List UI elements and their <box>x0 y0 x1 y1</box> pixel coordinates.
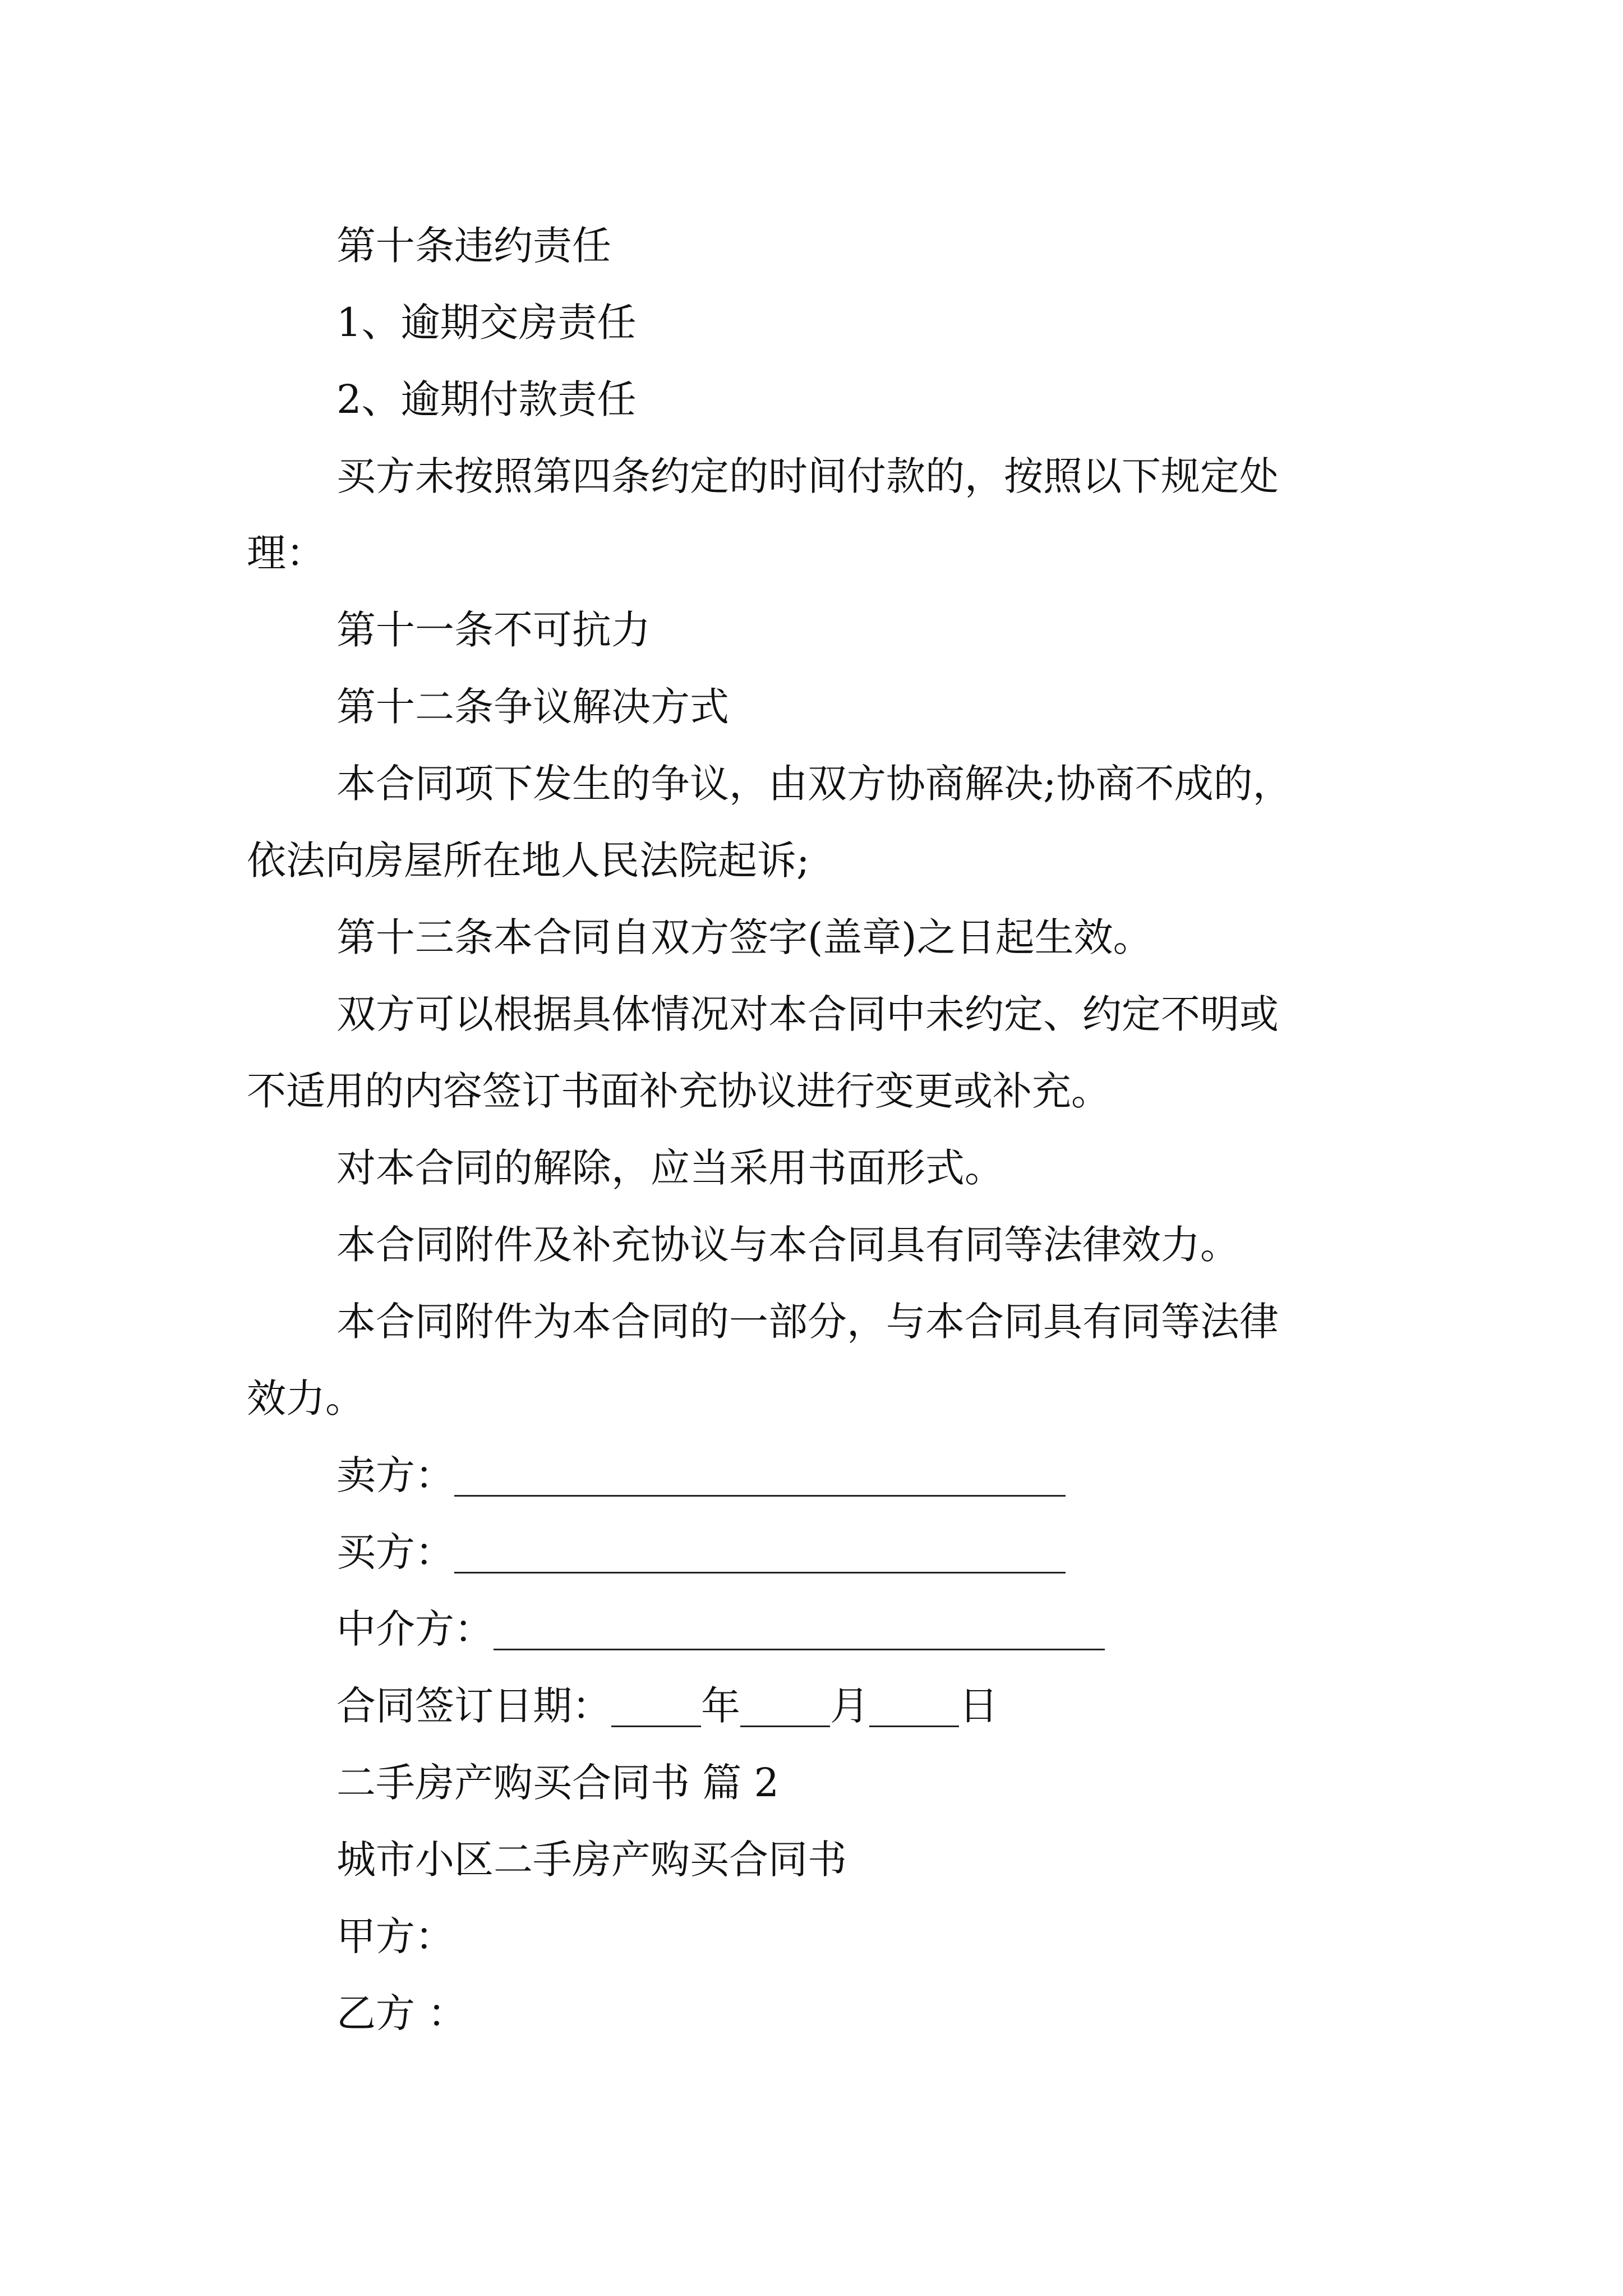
seller-signature-row <box>247 1437 1424 1514</box>
seller-label: 卖方： <box>336 1452 454 1498</box>
seller-signature-line <box>454 1450 1066 1497</box>
party-a-label: 甲方： <box>336 1913 454 1959</box>
late-payment-clause: 2、逾期付款责任 <box>336 376 637 422</box>
late-payment-text-line-2: 理： <box>247 530 325 576</box>
document-body <box>247 208 1424 2052</box>
buyer-signature-row <box>247 1514 1424 1591</box>
day-blank <box>869 1681 959 1727</box>
month-label: 月 <box>830 1683 869 1729</box>
year-blank <box>611 1681 701 1727</box>
date-label: 合同签订日期： <box>336 1683 611 1729</box>
year-label: 年 <box>701 1683 740 1729</box>
supplement-text-line-2: 不适用的内容签订书面补充协议进行变更或补充。 <box>247 1068 1110 1114</box>
attachment-part-text-line-2: 效力。 <box>247 1375 365 1421</box>
termination-text: 对本合同的解除，应当采用书面形式。 <box>336 1145 1004 1191</box>
buyer-label: 买方： <box>336 1529 454 1575</box>
late-payment-text-line-1: 买方未按照第四条约定的时间付款的，按照以下规定处 <box>336 453 1279 499</box>
supplement-text-line-1: 双方可以根据具体情况对本合同中未约定、约定不明或 <box>336 991 1279 1037</box>
section-2-title: 城市小区二手房产购买合同书 <box>336 1837 847 1883</box>
day-label: 日 <box>959 1683 998 1729</box>
signing-date-row <box>247 1668 1424 1745</box>
attachment-part-text-line-1: 本合同附件为本合同的一部分，与本合同具有同等法律 <box>336 1299 1279 1345</box>
article-13-heading: 第十三条本合同自双方签字(盖章)之日起生效。 <box>336 914 1152 960</box>
dispute-text-line-1: 本合同项下发生的争议，由双方协商解决;协商不成的， <box>336 761 1292 807</box>
section-2-heading: 二手房产购买合同书 篇 2 <box>336 1760 780 1806</box>
agent-label: 中介方： <box>336 1606 494 1652</box>
month-blank <box>740 1681 830 1727</box>
dispute-text-line-2: 依法向房屋所在地人民法院起诉; <box>247 838 810 884</box>
late-delivery-clause: 1、逾期交房责任 <box>336 300 637 346</box>
party-b-label: 乙方 ： <box>336 1990 467 2036</box>
agent-signature-row <box>247 1591 1424 1668</box>
attachment-validity-text: 本合同附件及补充协议与本合同具有同等法律效力。 <box>336 1222 1239 1268</box>
buyer-signature-line <box>454 1527 1066 1573</box>
article-10-heading: 第十条违约责任 <box>336 223 611 269</box>
agent-signature-line <box>494 1604 1105 1650</box>
article-12-heading: 第十二条争议解决方式 <box>336 684 729 730</box>
article-11-heading: 第十一条不可抗力 <box>336 607 651 653</box>
